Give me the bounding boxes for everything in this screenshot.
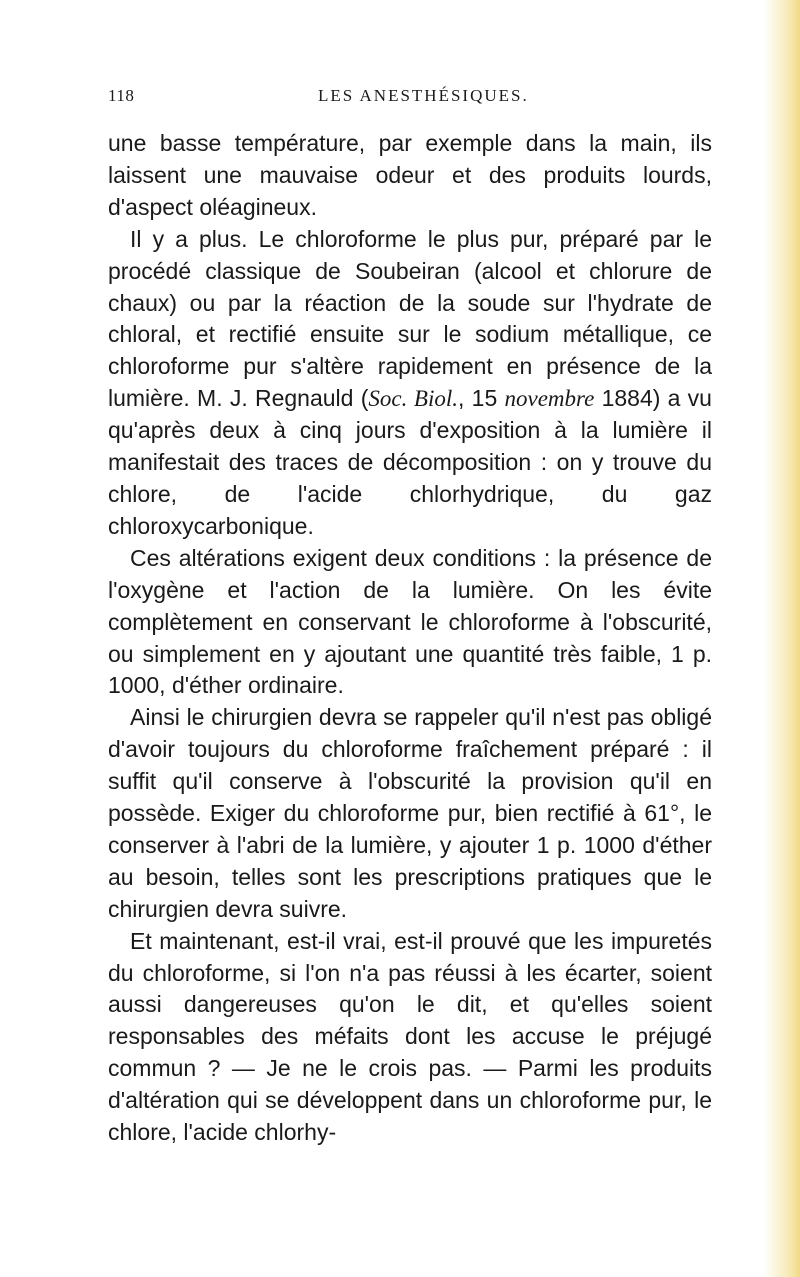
paragraph-2 — [108, 224, 712, 543]
paragraph-4: Ainsi le chirurgien devra se rappeler qu'il n'est pas obligé d'avoir toujours du chloroforme fraîchement préparé : il suffit qu'il conserve à l'obscurité la provision qu'il en possède. Exiger du chloroforme pur, bien rectifié à 61°, le conserver à l'abri de la lumière, y ajouter 1 p. 1000 d'éther au besoin, telles sont les prescriptions pratiques que le chirurgien devra suivre. — [108, 704, 712, 922]
paragraph-2-text-c: 1884) a vu qu'après deux à cinq jours d'exposition à la lumière il manifestait des traces de décomposition : on y trouve du chlore, de l'acide chlorhydrique, du gaz chloroxycarbonique. — [108, 385, 712, 539]
running-title: LES ANESTHÉSIQUES. — [318, 86, 529, 105]
page-number: 118 — [108, 86, 135, 105]
page-header — [108, 86, 708, 112]
page-edge-discoloration — [764, 0, 800, 1277]
paragraph-5: Et maintenant, est-il vrai, est-il prouvé que les impuretés du chloroforme, si l'on n'a pas réussi à les écarter, soient aussi dangereuses qu'on le dit, et qu'elles soient responsables des méfaits dont les accuse le préjugé commun ? — Je ne le crois pas. — Parmi les produits d'altération qui se développent dans un chloroforme pur, le chlore, l'acide chlorhy- — [108, 927, 712, 1146]
paragraph-3: Ces altérations exigent deux conditions : la présence de l'oxygène et l'action de la lumière. On les évite complètement en conservant le chloroforme à l'obscurité, ou simplement en y ajoutant une quantité très faible, 1 p. 1000, d'éther ordinaire. — [108, 544, 712, 699]
paragraph-2-text-a: Il y a plus. Le chloroforme le plus pur, préparé par le procédé classique de Soubeiran (alcool et chlorure de chaux) ou par la réaction de la soude sur l'hydrate de chloral, et rectifié ensuite sur le sodium métallique, ce chloroforme pur s'altère rapidement en présence de la lumière. M. J. Regnauld ( — [108, 225, 712, 412]
citation-month: novembre — [504, 386, 595, 412]
citation-journal: Soc. Biol. — [368, 386, 459, 412]
body-text — [108, 128, 712, 1149]
paragraph-1: une basse température, par exemple dans la main, ils laissent une mauvaise odeur et des produits lourds, d'aspect oléagineux. — [108, 130, 712, 220]
paragraph-2-text-b: , 15 — [458, 385, 505, 412]
